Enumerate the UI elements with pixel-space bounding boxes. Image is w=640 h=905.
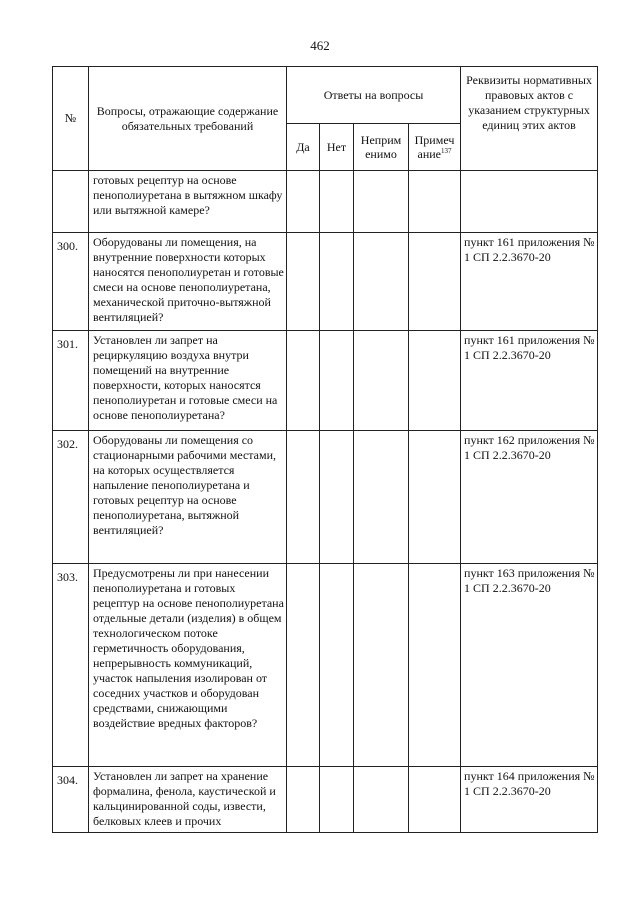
answer-yes-cell	[287, 171, 320, 233]
table-row	[53, 233, 598, 331]
header-note	[409, 124, 461, 171]
answer-na-cell	[354, 331, 409, 431]
page-number: 462	[310, 38, 330, 53]
answer-yes-cell	[287, 331, 320, 431]
answer-note-cell	[409, 767, 461, 833]
row-requisite: пункт 164 приложения № 1 СП 2.2.3670-20	[461, 767, 598, 833]
header-requisites: Реквизиты нормативных правовых актов с указанием структурных единиц этих актов	[461, 67, 598, 171]
answer-no-cell	[320, 767, 354, 833]
answer-no-cell	[320, 564, 354, 767]
row-number: 301.	[53, 331, 89, 431]
row-requisite: пункт 161 приложения № 1 СП 2.2.3670-20	[461, 233, 598, 331]
row-requisite: пункт 161 приложения № 1 СП 2.2.3670-20	[461, 331, 598, 431]
answer-no-cell	[320, 431, 354, 564]
row-question: Оборудованы ли помещения, на внутренние поверхности которых наносятся пенополиуретан и готовые смеси на основе пенополиуретана, механической приточно-вытяжной вентиляцией?	[89, 233, 287, 331]
row-question: Установлен ли запрет на хранение формалина, фенола, каустической и кальцинированной соды, извести, белковых клеев и прочих	[89, 767, 287, 833]
table-row	[53, 564, 598, 767]
header-no: Нет	[320, 124, 354, 171]
header-questions: Вопросы, отражающие содержание обязательных требований	[89, 67, 287, 171]
row-requisite: пункт 163 приложения № 1 СП 2.2.3670-20	[461, 564, 598, 767]
header-yes: Да	[287, 124, 320, 171]
row-number: 300.	[53, 233, 89, 331]
header-row	[53, 67, 598, 124]
answer-na-cell	[354, 171, 409, 233]
answer-na-cell	[354, 233, 409, 331]
row-requisite	[461, 171, 598, 233]
header-not-applicable: Неприм енимо	[354, 124, 409, 171]
row-number	[53, 171, 89, 233]
table-row	[53, 431, 598, 564]
answer-note-cell	[409, 564, 461, 767]
row-question: Предусмотрены ли при нанесении пенополиуретана и готовых рецептур на основе пенополиуретана отдельные детали (изделия) в общем технологическом потоке герметичность оборудования, непрерывность коммуникаций, участок напыления изолирован от соседних участков и оборудован средствами, снижающими воздействие вредных факторов?	[89, 564, 287, 767]
row-number: 302.	[53, 431, 89, 564]
row-question: Оборудованы ли помещения со стационарными рабочими местами, на которых осуществляется напыление пенополиуретана и готовых рецептур на основе пенополиуретана, вытяжной вентиляцией?	[89, 431, 287, 564]
answer-note-cell	[409, 431, 461, 564]
row-number: 303.	[53, 564, 89, 767]
answer-no-cell	[320, 171, 354, 233]
table-row	[53, 767, 598, 833]
header-answers: Ответы на вопросы	[287, 67, 461, 124]
row-number: 304.	[53, 767, 89, 833]
requirements-table	[52, 66, 598, 833]
row-question: Установлен ли запрет на рециркуляцию воздуха внутри помещений на внутренние поверхности, которых наносятся пенополиуретан и готовые смеси на основе пенополиуретана?	[89, 331, 287, 431]
answer-yes-cell	[287, 767, 320, 833]
answer-na-cell	[354, 767, 409, 833]
answer-na-cell	[354, 431, 409, 564]
table-row	[53, 331, 598, 431]
answer-note-cell	[409, 171, 461, 233]
answer-na-cell	[354, 564, 409, 767]
answer-note-cell	[409, 233, 461, 331]
row-requisite: пункт 162 приложения № 1 СП 2.2.3670-20	[461, 431, 598, 564]
header-note-footnote: 137	[441, 147, 452, 155]
header-num: №	[53, 67, 89, 171]
answer-no-cell	[320, 331, 354, 431]
answer-no-cell	[320, 233, 354, 331]
answer-note-cell	[409, 331, 461, 431]
answer-yes-cell	[287, 233, 320, 331]
answer-yes-cell	[287, 564, 320, 767]
row-question: готовых рецептур на основе пенополиуретана в вытяжном шкафу или вытяжной камере?	[89, 171, 287, 233]
table-row	[53, 171, 598, 233]
header-note-label: Примеч ание	[414, 133, 455, 161]
answer-yes-cell	[287, 431, 320, 564]
